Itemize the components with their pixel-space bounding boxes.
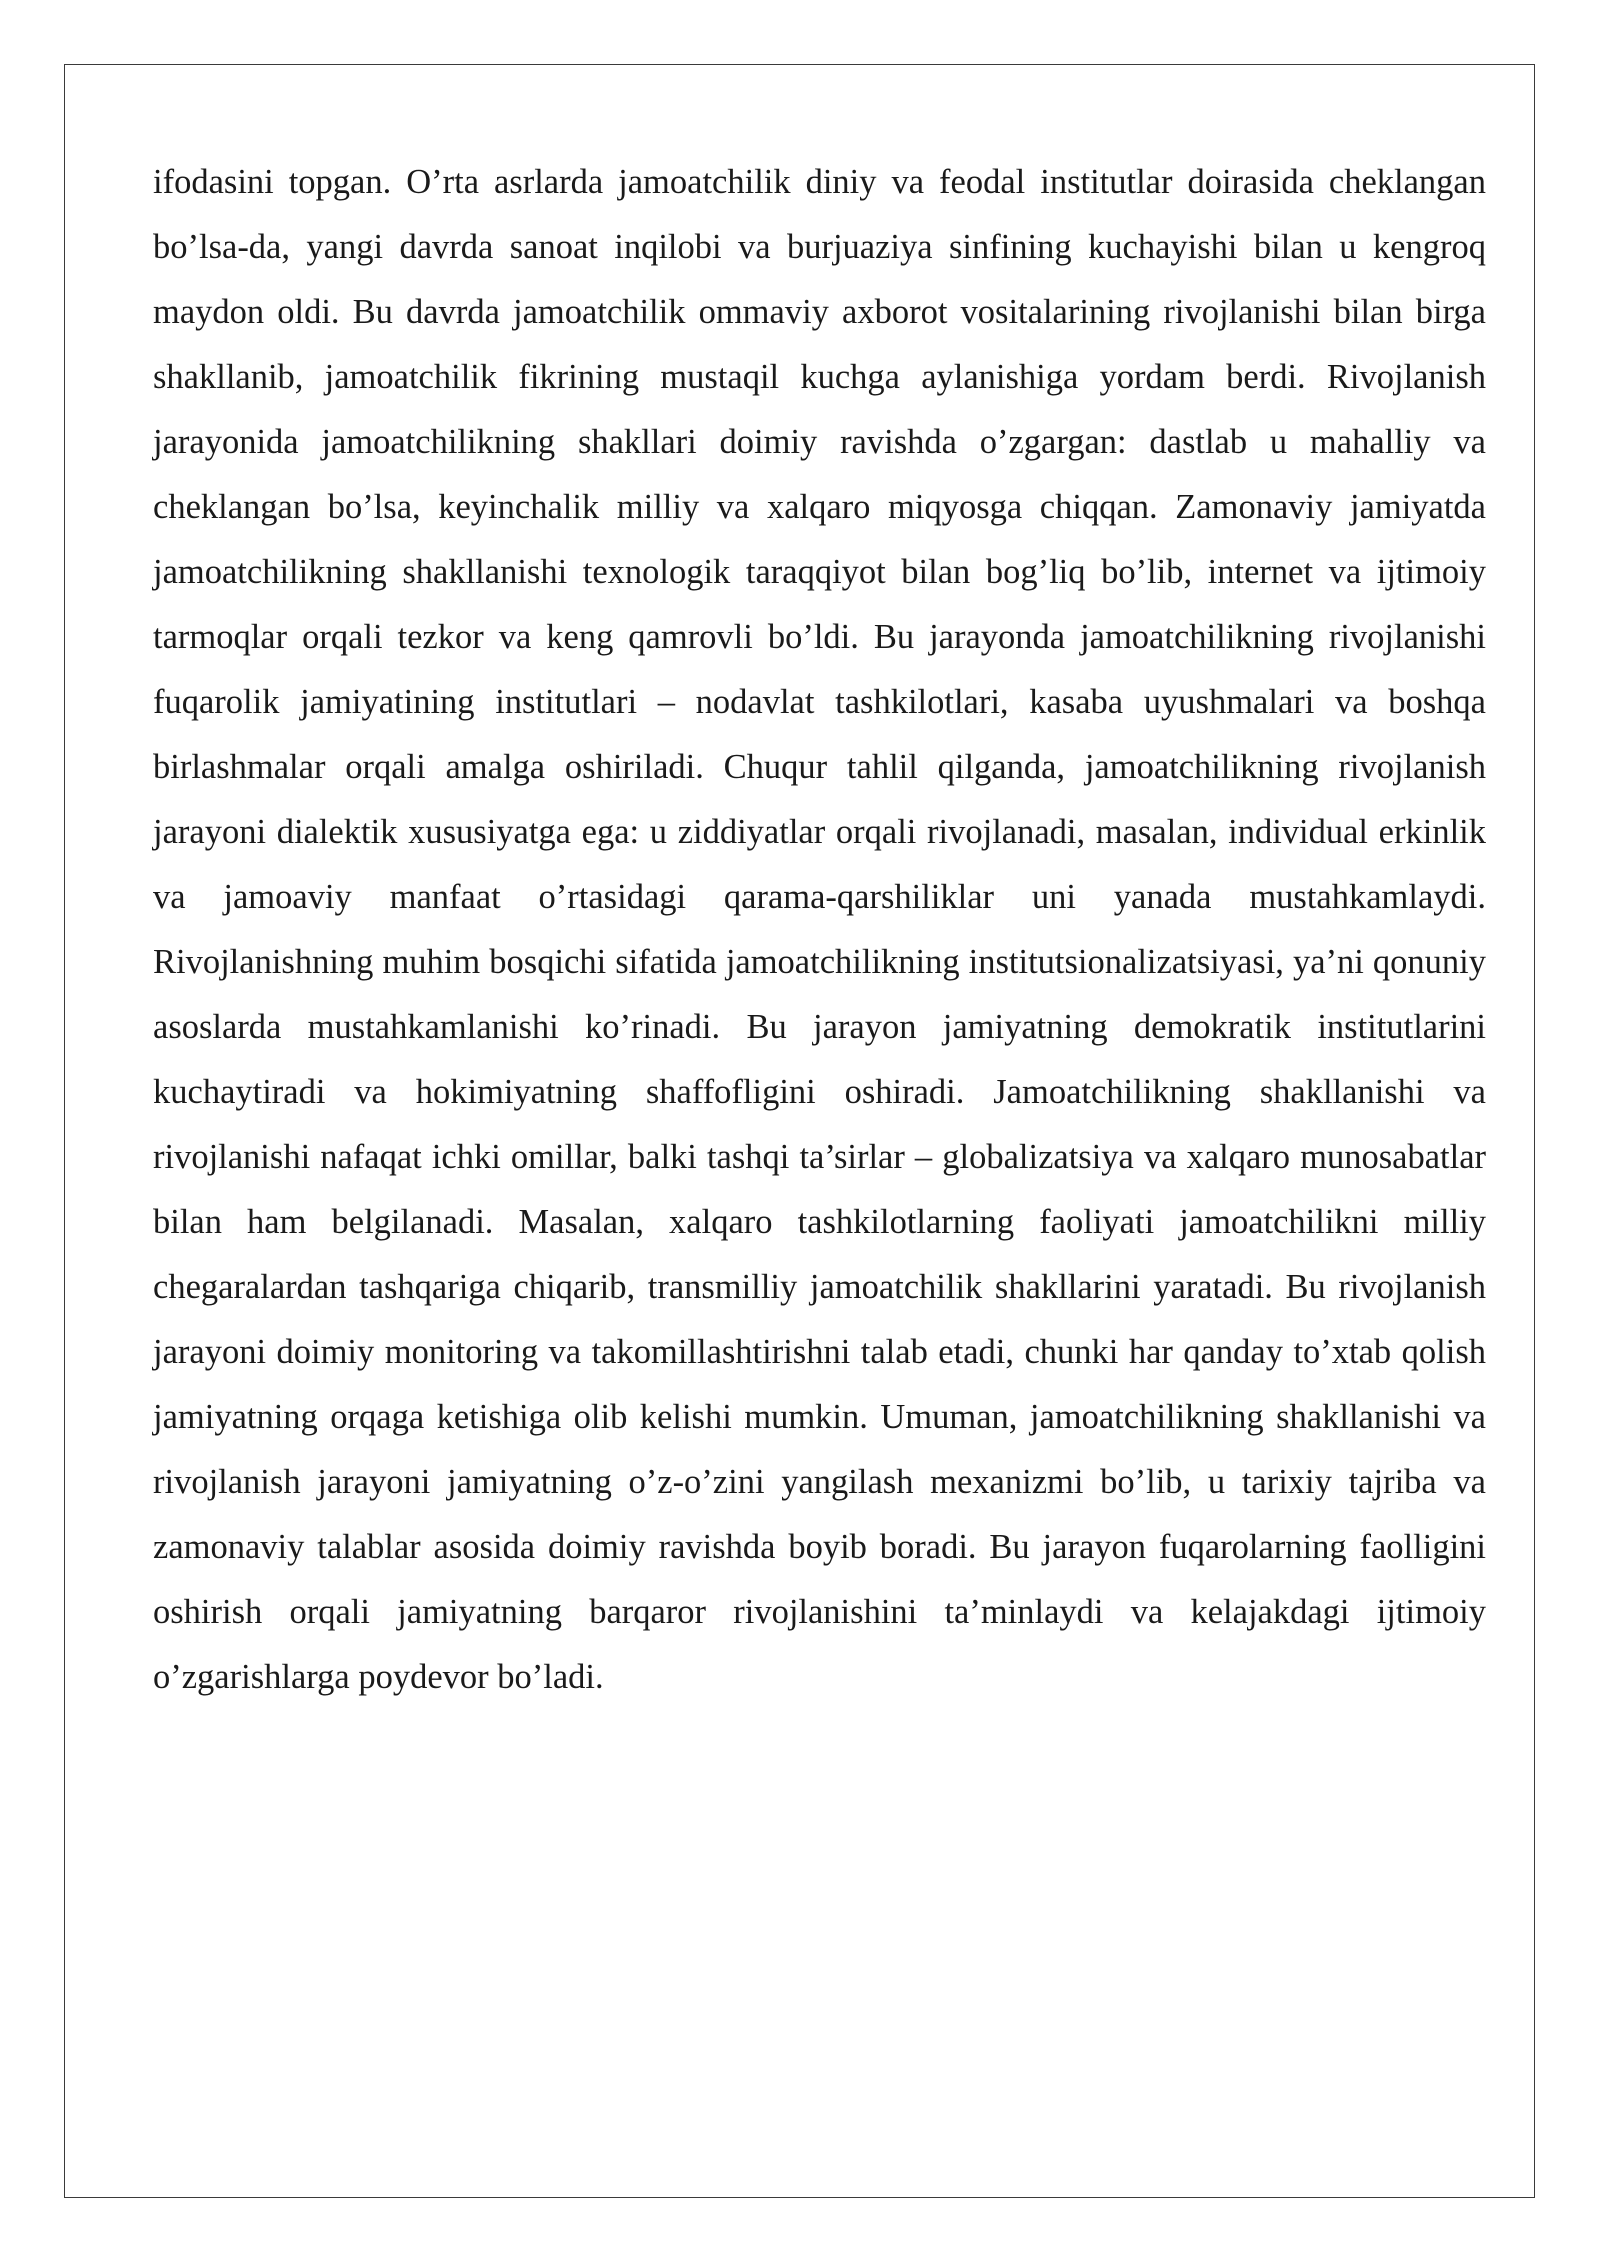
body-paragraph: ifodasini topgan. O’rta asrlarda jamoatchilik diniy va feodal institutlar doirasida cheklangan bo’lsa-da, yangi davrda sanoat inqilobi va burjuaziya sinfining kuchayishi bilan u kengroq maydon oldi. Bu davrda jamoatchilik ommaviy axborot vositalarining rivojlanishi bilan birga shakllanib, jamoatchilik fikrining mustaqil kuchga aylanishiga yordam berdi. Rivojlanish jarayonida jamoatchilikning shakllari doimiy ravishda o’zgargan: dastlab u mahalliy va cheklangan bo’lsa, keyinchalik milliy va xalqaro miqyosga chiqqan. Zamonaviy jamiyatda jamoatchilikning shakllanishi texnologik taraqqiyot bilan bog’liq bo’lib, internet va ijtimoiy tarmoqlar orqali tezkor va keng qamrovli bo’ldi. Bu jarayonda jamoatchilikning rivojlanishi fuqarolik jamiyatining institutlari – nodavlat tashkilotlari, kasaba uyushmalari va boshqa birlashmalar orqali amalga oshiriladi. Chuqur tahlil qilganda, jamoatchilikning rivojlanish jarayoni dialektik xususiyatga ega: u ziddiyatlar orqali rivojlanadi, masalan, individual erkinlik va jamoaviy manfaat o’rtasidagi qarama-qarshiliklar uni yanada mustahkamlaydi. Rivojlanishning muhim bosqichi sifatida jamoatchilikning institutsionalizatsiyasi, ya’ni qonuniy asoslarda mustahkamlanishi ko’rinadi. Bu jarayon jamiyatning demokratik institutlarini kuchaytiradi va hokimiyatning shaffofligini oshiradi. Jamoatchilikning shakllanishi va rivojlanishi nafaqat ichki omillar, balki tashqi ta’sirlar – globalizatsiya va xalqaro munosabatlar bilan ham belgilanadi. Masalan, xalqaro tashkilotlarning faoliyati jamoatchilikni milliy chegaralardan tashqariga chiqarib, transmilliy jamoatchilik shakllarini yaratadi. Bu rivojlanish jarayoni doimiy monitoring va takomillashtirishni talab etadi, chunki har qanday to’xtab qolish jamiyatning orqaga ketishiga olib kelishi mumkin. Umuman, jamoatchilikning shakllanishi va rivojlanish jarayoni jamiyatning o’z-o’zini yangilash mexanizmi bo’lib, u tarixiy tajriba va zamonaviy talablar asosida doimiy ravishda boyib boradi. Bu jarayon fuqarolarning faolligini oshirish orqali jamiyatning barqaror rivojlanishini ta’minlaydi va kelajakdagi ijtimoiy o’zgarishlarga poydevor bo’ladi. (153, 163, 1486, 1696)
